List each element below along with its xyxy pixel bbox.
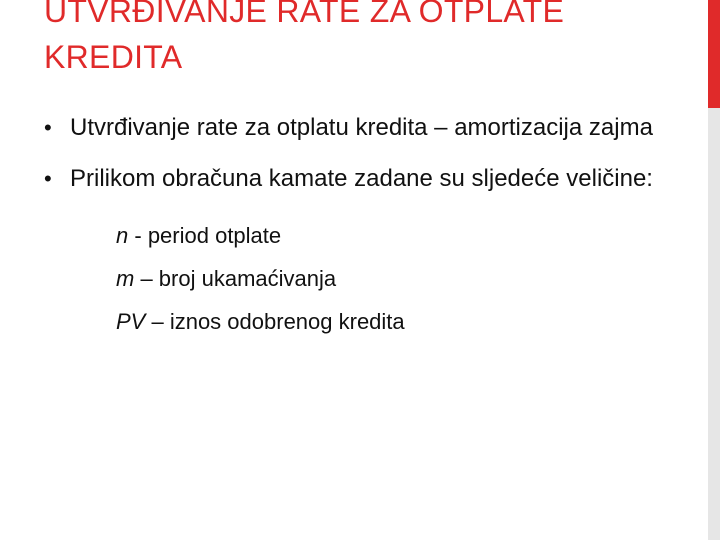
variable-symbol: PV [116, 309, 146, 334]
slide-content [44, 112, 684, 343]
variable-symbol: n [116, 223, 129, 248]
accent-bar-red [708, 0, 720, 108]
slide-title-line-2: KREDITA [44, 39, 183, 75]
variable-list [44, 214, 684, 343]
bullet-text: Utvrđivanje rate za otplatu kredita – amortizacija zajma [70, 114, 653, 141]
variable-item [116, 214, 684, 257]
slide-title [44, 0, 684, 80]
variable-item [116, 257, 684, 300]
variable-description: period otplate [147, 223, 282, 248]
variable-symbol: m [116, 266, 135, 291]
variable-description: iznos odobrenog kredita [169, 309, 405, 334]
bullet-dot-icon: • [44, 166, 52, 191]
variable-description: broj ukamaćivanja [158, 266, 337, 291]
slide-title-line-1: UTVRĐIVANJE RATE ZA OTPLATE [44, 0, 565, 29]
bullet-text: Prilikom obračuna kamate zadane su sljedeće veličine: [70, 165, 653, 192]
variable-separator: - [128, 223, 148, 248]
bullet-item [44, 163, 684, 194]
variable-item [116, 300, 684, 343]
bullet-item [44, 112, 684, 143]
variable-separator: – [134, 266, 159, 291]
variable-separator: – [145, 309, 170, 334]
bullet-dot-icon: • [44, 115, 52, 140]
accent-bar-gray [708, 108, 720, 540]
